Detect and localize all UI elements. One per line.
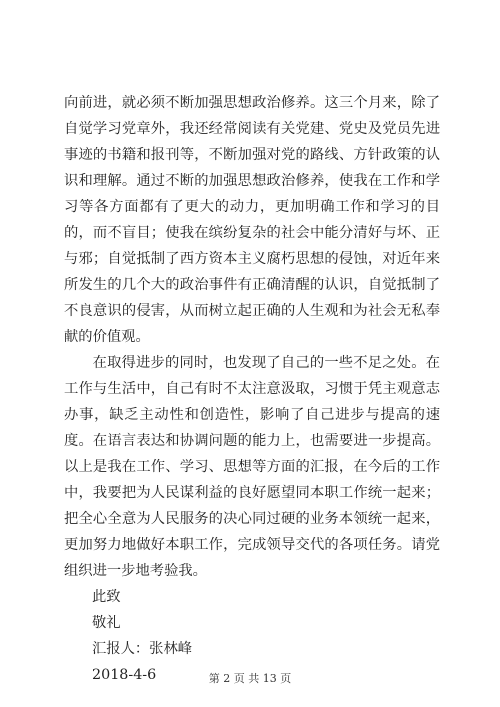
salute-line: 敬礼	[92, 615, 121, 631]
document-body	[64, 90, 440, 688]
page-footer	[0, 672, 500, 686]
date-line: 2018-4-6	[92, 667, 157, 683]
closing-line: 此致	[92, 589, 121, 605]
paragraph-2: 在取得进步的同时，也发现了自己的一些不足之处。在工作与生活中，自己有时不太注意汲取，习惯于凭主观意志办事，缺乏主动性和创造性，影响了自己进步与提高的速度。在语言表达和协调问题的能力上，也需要进一步提高。以上是我在工作、学习、思想等方面的汇报，在今后的工作中，我要把为人民谋利益的良好愿望同本职工作统一起来；把全心全意为人民服务的决心同过硬的业务本领统一起来，更加努力地做好本职工作，完成领导交代的各项任务。请党组织进一步地考验我。	[64, 355, 440, 579]
paragraph-1: 向前进，就必须不断加强思想政治修养。这三个月来，除了自觉学习党章外，我还经常阅读有关党建、党史及党员先进事迹的书籍和报刊等，不断加强对党的路线、方针政策的认识和理解。通过不断的加强思想政治修养，使我在工作和学习等各方面都有了更大的动力，更加明确工作和学习的目的，而不盲目；使我在缤纷复杂的社会中能分清好与坏、正与邪；自觉抵制了西方资本主义腐朽思想的侵蚀，对近年来所发生的几个大的政治事件有正确清醒的认识，自觉抵制了不良意识的侵害，从而树立起正确的人生观和为社会无私奉献的价值观。	[64, 95, 440, 345]
reporter-line: 汇报人：张林峰	[92, 641, 193, 657]
page-number-label: 第 2 页 共 13 页	[208, 672, 292, 685]
